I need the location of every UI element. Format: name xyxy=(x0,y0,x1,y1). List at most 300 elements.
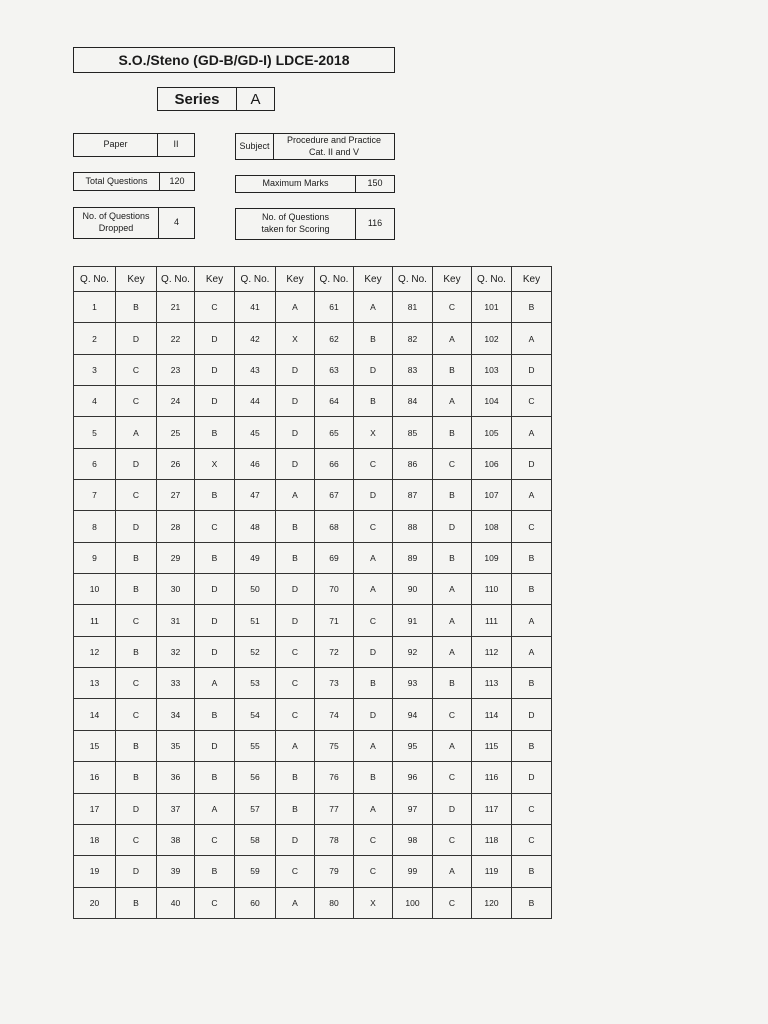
answer-key-cell: X xyxy=(276,323,315,354)
answer-key-cell: D xyxy=(354,480,393,511)
maximum-marks-box xyxy=(235,175,395,193)
question-number-cell: 62 xyxy=(315,323,354,354)
table-row xyxy=(74,292,552,323)
question-number-cell: 76 xyxy=(315,762,354,793)
questions-dropped-box xyxy=(73,207,195,239)
question-number-cell: 14 xyxy=(74,699,116,730)
subject-box xyxy=(235,133,395,160)
question-number-cell: 108 xyxy=(472,511,512,542)
answer-key-cell: B xyxy=(276,793,315,824)
question-number-cell: 74 xyxy=(315,699,354,730)
question-number-cell: 110 xyxy=(472,574,512,605)
question-number-cell: 82 xyxy=(393,323,433,354)
question-number-cell: 28 xyxy=(157,511,195,542)
answer-key-cell: C xyxy=(276,699,315,730)
paper-value: II xyxy=(157,134,194,156)
answer-key-cell: D xyxy=(354,636,393,667)
answer-key-cell: C xyxy=(433,887,472,918)
answer-key-cell: B xyxy=(354,762,393,793)
answer-key-cell: C xyxy=(512,793,552,824)
answer-key-cell: C xyxy=(195,824,235,855)
answer-key-cell: A xyxy=(433,574,472,605)
questions-scored-value: 116 xyxy=(355,209,394,239)
answer-key-cell: C xyxy=(354,824,393,855)
questions-scored-label xyxy=(236,209,355,239)
answer-key-cell: X xyxy=(195,448,235,479)
question-number-cell: 105 xyxy=(472,417,512,448)
question-number-cell: 85 xyxy=(393,417,433,448)
question-number-cell: 23 xyxy=(157,354,195,385)
answer-key-cell: B xyxy=(116,636,157,667)
question-number-cell: 17 xyxy=(74,793,116,824)
question-number-cell: 2 xyxy=(74,323,116,354)
question-number-cell: 80 xyxy=(315,887,354,918)
question-number-cell: 3 xyxy=(74,354,116,385)
answer-key-cell: D xyxy=(354,699,393,730)
answer-key-cell: B xyxy=(116,542,157,573)
answer-key-cell: A xyxy=(433,636,472,667)
question-number-cell: 45 xyxy=(235,417,276,448)
question-number-cell: 69 xyxy=(315,542,354,573)
total-questions-value: 120 xyxy=(159,173,194,190)
answer-key-cell: B xyxy=(116,730,157,761)
answer-key-cell: D xyxy=(195,354,235,385)
question-number-cell: 120 xyxy=(472,887,512,918)
question-number-cell: 6 xyxy=(74,448,116,479)
answer-key-cell: C xyxy=(433,699,472,730)
paper-box xyxy=(73,133,195,157)
question-number-cell: 97 xyxy=(393,793,433,824)
question-number-cell: 47 xyxy=(235,480,276,511)
answer-key-cell: A xyxy=(116,417,157,448)
answer-key-cell: B xyxy=(512,574,552,605)
answer-key-cell: A xyxy=(276,292,315,323)
question-number-cell: 103 xyxy=(472,354,512,385)
column-header-key: Key xyxy=(433,267,472,292)
answer-key-cell: D xyxy=(276,574,315,605)
question-number-cell: 5 xyxy=(74,417,116,448)
answer-key-cell: D xyxy=(433,793,472,824)
question-number-cell: 22 xyxy=(157,323,195,354)
answer-key-cell: B xyxy=(433,542,472,573)
table-body xyxy=(74,292,552,919)
question-number-cell: 92 xyxy=(393,636,433,667)
subject-value-line1: Procedure and Practice xyxy=(286,134,382,145)
answer-key-cell: C xyxy=(354,856,393,887)
answer-key-cell: D xyxy=(512,762,552,793)
question-number-cell: 13 xyxy=(74,668,116,699)
question-number-cell: 27 xyxy=(157,480,195,511)
question-number-cell: 101 xyxy=(472,292,512,323)
answer-key-cell: C xyxy=(276,668,315,699)
question-number-cell: 94 xyxy=(393,699,433,730)
answer-key-cell: D xyxy=(116,323,157,354)
question-number-cell: 73 xyxy=(315,668,354,699)
question-number-cell: 98 xyxy=(393,824,433,855)
question-number-cell: 107 xyxy=(472,480,512,511)
answer-key-cell: B xyxy=(512,730,552,761)
question-number-cell: 31 xyxy=(157,605,195,636)
question-number-cell: 84 xyxy=(393,386,433,417)
answer-key-cell: D xyxy=(116,856,157,887)
question-number-cell: 54 xyxy=(235,699,276,730)
question-number-cell: 40 xyxy=(157,887,195,918)
answer-key-cell: B xyxy=(512,542,552,573)
question-number-cell: 66 xyxy=(315,448,354,479)
question-number-cell: 96 xyxy=(393,762,433,793)
question-number-cell: 19 xyxy=(74,856,116,887)
question-number-cell: 91 xyxy=(393,605,433,636)
answer-key-cell: B xyxy=(276,762,315,793)
document-title: S.O./Steno (GD-B/GD-I) LDCE-2018 xyxy=(73,47,395,73)
table-header-row xyxy=(74,267,552,292)
question-number-cell: 60 xyxy=(235,887,276,918)
answer-key-cell: D xyxy=(195,605,235,636)
answer-key-cell: A xyxy=(195,668,235,699)
answer-key-cell: D xyxy=(116,511,157,542)
answer-key-cell: D xyxy=(195,323,235,354)
subject-value-line2: Cat. II and V xyxy=(308,146,360,157)
answer-key-cell: B xyxy=(433,668,472,699)
question-number-cell: 77 xyxy=(315,793,354,824)
series-value: A xyxy=(250,90,261,108)
answer-key-cell: A xyxy=(433,386,472,417)
question-number-cell: 70 xyxy=(315,574,354,605)
paper-label: Paper xyxy=(103,139,128,150)
answer-key-cell: A xyxy=(276,480,315,511)
answer-key-cell: D xyxy=(276,824,315,855)
question-number-cell: 67 xyxy=(315,480,354,511)
question-number-cell: 7 xyxy=(74,480,116,511)
question-number-cell: 42 xyxy=(235,323,276,354)
answer-key-cell: X xyxy=(354,887,393,918)
question-number-cell: 48 xyxy=(235,511,276,542)
answer-key-cell: C xyxy=(116,668,157,699)
answer-key-cell: A xyxy=(512,605,552,636)
table-row xyxy=(74,354,552,385)
answer-key-cell: C xyxy=(354,511,393,542)
column-header-key: Key xyxy=(512,267,552,292)
questions-dropped-label-line2: Dropped xyxy=(98,223,134,233)
question-number-cell: 118 xyxy=(472,824,512,855)
question-number-cell: 26 xyxy=(157,448,195,479)
answer-key-cell: C xyxy=(195,511,235,542)
answer-key-cell: B xyxy=(354,668,393,699)
question-number-cell: 65 xyxy=(315,417,354,448)
question-number-cell: 46 xyxy=(235,448,276,479)
answer-key-cell: D xyxy=(195,730,235,761)
table-row xyxy=(74,668,552,699)
questions-scored-label-line2: taken for Scoring xyxy=(261,224,330,234)
question-number-cell: 68 xyxy=(315,511,354,542)
question-number-cell: 34 xyxy=(157,699,195,730)
question-number-cell: 109 xyxy=(472,542,512,573)
question-number-cell: 100 xyxy=(393,887,433,918)
question-number-cell: 86 xyxy=(393,448,433,479)
column-header-key: Key xyxy=(276,267,315,292)
answer-key-cell: D xyxy=(276,605,315,636)
answer-key-cell: A xyxy=(512,636,552,667)
answer-key-cell: C xyxy=(433,762,472,793)
questions-scored-box xyxy=(235,208,395,240)
answer-key-cell: B xyxy=(354,386,393,417)
answer-key-cell: B xyxy=(276,542,315,573)
questions-dropped-label-line1: No. of Questions xyxy=(82,211,150,222)
question-number-cell: 106 xyxy=(472,448,512,479)
question-number-cell: 8 xyxy=(74,511,116,542)
answer-key-cell: A xyxy=(512,417,552,448)
series-label: Series xyxy=(158,88,237,110)
maximum-marks-label: Maximum Marks xyxy=(262,178,329,189)
answer-key-cell: B xyxy=(195,480,235,511)
question-number-cell: 58 xyxy=(235,824,276,855)
column-header-key: Key xyxy=(354,267,393,292)
table-row xyxy=(74,323,552,354)
question-number-cell: 1 xyxy=(74,292,116,323)
questions-dropped-value: 4 xyxy=(158,208,194,238)
answer-key-cell: A xyxy=(354,793,393,824)
answer-key-cell: C xyxy=(116,386,157,417)
answer-key-cell: C xyxy=(512,386,552,417)
question-number-cell: 44 xyxy=(235,386,276,417)
question-number-cell: 37 xyxy=(157,793,195,824)
answer-key-cell: D xyxy=(433,511,472,542)
answer-key-cell: C xyxy=(512,824,552,855)
question-number-cell: 71 xyxy=(315,605,354,636)
question-number-cell: 59 xyxy=(235,856,276,887)
table-row xyxy=(74,793,552,824)
questions-dropped-label xyxy=(74,208,158,238)
answer-key-cell: B xyxy=(116,574,157,605)
question-number-cell: 64 xyxy=(315,386,354,417)
answer-key-cell: B xyxy=(433,354,472,385)
question-number-cell: 81 xyxy=(393,292,433,323)
question-number-cell: 25 xyxy=(157,417,195,448)
answer-key-cell: D xyxy=(195,636,235,667)
question-number-cell: 63 xyxy=(315,354,354,385)
table-row xyxy=(74,574,552,605)
table-row xyxy=(74,730,552,761)
question-number-cell: 33 xyxy=(157,668,195,699)
question-number-cell: 79 xyxy=(315,856,354,887)
question-number-cell: 43 xyxy=(235,354,276,385)
answer-key-cell: C xyxy=(116,605,157,636)
questions-scored-label-line1: No. of Questions xyxy=(261,212,330,223)
question-number-cell: 95 xyxy=(393,730,433,761)
column-header-key: Key xyxy=(195,267,235,292)
question-number-cell: 51 xyxy=(235,605,276,636)
question-number-cell: 15 xyxy=(74,730,116,761)
question-number-cell: 29 xyxy=(157,542,195,573)
answer-key-cell: B xyxy=(512,887,552,918)
column-header-qno: Q. No. xyxy=(235,267,276,292)
table-row xyxy=(74,856,552,887)
question-number-cell: 115 xyxy=(472,730,512,761)
answer-key-cell: B xyxy=(433,417,472,448)
maximum-marks-value: 150 xyxy=(355,176,394,192)
answer-key-cell: C xyxy=(195,292,235,323)
question-number-cell: 32 xyxy=(157,636,195,667)
answer-key-cell: D xyxy=(276,448,315,479)
answer-key-cell: B xyxy=(276,511,315,542)
question-number-cell: 50 xyxy=(235,574,276,605)
column-header-qno: Q. No. xyxy=(157,267,195,292)
answer-key-cell: B xyxy=(512,292,552,323)
answer-key-cell: A xyxy=(433,605,472,636)
table-row xyxy=(74,762,552,793)
table-row xyxy=(74,605,552,636)
answer-key-cell: C xyxy=(354,448,393,479)
answer-key-cell: B xyxy=(116,292,157,323)
question-number-cell: 55 xyxy=(235,730,276,761)
column-header-qno: Q. No. xyxy=(472,267,512,292)
question-number-cell: 52 xyxy=(235,636,276,667)
answer-key-cell: B xyxy=(116,887,157,918)
table-row xyxy=(74,887,552,918)
table-row xyxy=(74,699,552,730)
answer-key-cell: B xyxy=(354,323,393,354)
answer-key-cell: C xyxy=(116,480,157,511)
series-box xyxy=(157,87,275,111)
question-number-cell: 20 xyxy=(74,887,116,918)
question-number-cell: 21 xyxy=(157,292,195,323)
answer-key-cell: B xyxy=(195,699,235,730)
answer-key-cell: D xyxy=(512,699,552,730)
answer-key-cell: B xyxy=(195,856,235,887)
answer-key-cell: X xyxy=(354,417,393,448)
question-number-cell: 41 xyxy=(235,292,276,323)
question-number-cell: 89 xyxy=(393,542,433,573)
answer-key-cell: D xyxy=(512,354,552,385)
answer-key-cell: A xyxy=(354,292,393,323)
question-number-cell: 104 xyxy=(472,386,512,417)
answer-key-cell: B xyxy=(195,542,235,573)
question-number-cell: 116 xyxy=(472,762,512,793)
question-number-cell: 18 xyxy=(74,824,116,855)
answer-key-cell: D xyxy=(116,448,157,479)
column-header-key: Key xyxy=(116,267,157,292)
question-number-cell: 39 xyxy=(157,856,195,887)
answer-key-cell: C xyxy=(433,292,472,323)
question-number-cell: 12 xyxy=(74,636,116,667)
answer-key-cell: B xyxy=(195,762,235,793)
question-number-cell: 9 xyxy=(74,542,116,573)
answer-key-cell: A xyxy=(195,793,235,824)
answer-key-cell: A xyxy=(276,730,315,761)
question-number-cell: 119 xyxy=(472,856,512,887)
answer-key-cell: C xyxy=(195,887,235,918)
answer-key-cell: A xyxy=(512,323,552,354)
table-row xyxy=(74,386,552,417)
total-questions-box xyxy=(73,172,195,191)
answer-key-cell: D xyxy=(195,574,235,605)
answer-key-cell: C xyxy=(116,699,157,730)
question-number-cell: 113 xyxy=(472,668,512,699)
question-number-cell: 102 xyxy=(472,323,512,354)
answer-key-cell: A xyxy=(354,730,393,761)
question-number-cell: 49 xyxy=(235,542,276,573)
answer-key-table xyxy=(73,266,552,919)
total-questions-label: Total Questions xyxy=(85,175,148,186)
question-number-cell: 114 xyxy=(472,699,512,730)
answer-key-cell: B xyxy=(512,856,552,887)
answer-key-cell: D xyxy=(512,448,552,479)
question-number-cell: 117 xyxy=(472,793,512,824)
answer-key-cell: C xyxy=(512,511,552,542)
subject-label: Subject xyxy=(239,140,270,151)
question-number-cell: 24 xyxy=(157,386,195,417)
question-number-cell: 53 xyxy=(235,668,276,699)
answer-key-cell: C xyxy=(433,448,472,479)
question-number-cell: 35 xyxy=(157,730,195,761)
answer-key-cell: A xyxy=(354,542,393,573)
answer-key-cell: B xyxy=(195,417,235,448)
answer-key-cell: D xyxy=(354,354,393,385)
answer-key-cell: C xyxy=(354,605,393,636)
question-number-cell: 16 xyxy=(74,762,116,793)
question-number-cell: 112 xyxy=(472,636,512,667)
question-number-cell: 57 xyxy=(235,793,276,824)
answer-key-cell: D xyxy=(276,386,315,417)
question-number-cell: 36 xyxy=(157,762,195,793)
answer-key-cell: D xyxy=(116,793,157,824)
answer-key-cell: A xyxy=(433,730,472,761)
question-number-cell: 93 xyxy=(393,668,433,699)
question-number-cell: 90 xyxy=(393,574,433,605)
table-row xyxy=(74,824,552,855)
column-header-qno: Q. No. xyxy=(74,267,116,292)
table-row xyxy=(74,511,552,542)
question-number-cell: 111 xyxy=(472,605,512,636)
table-row xyxy=(74,542,552,573)
answer-key-cell: C xyxy=(276,636,315,667)
answer-key-cell: C xyxy=(116,354,157,385)
answer-key-cell: A xyxy=(276,887,315,918)
question-number-cell: 88 xyxy=(393,511,433,542)
column-header-qno: Q. No. xyxy=(315,267,354,292)
answer-key-cell: A xyxy=(512,480,552,511)
question-number-cell: 87 xyxy=(393,480,433,511)
question-number-cell: 78 xyxy=(315,824,354,855)
answer-key-cell: C xyxy=(433,824,472,855)
answer-key-cell: A xyxy=(433,856,472,887)
question-number-cell: 4 xyxy=(74,386,116,417)
answer-key-cell: A xyxy=(433,323,472,354)
answer-key-cell: D xyxy=(276,417,315,448)
subject-value xyxy=(273,134,394,159)
answer-key-cell: A xyxy=(354,574,393,605)
question-number-cell: 75 xyxy=(315,730,354,761)
question-number-cell: 61 xyxy=(315,292,354,323)
answer-key-cell: C xyxy=(276,856,315,887)
question-number-cell: 11 xyxy=(74,605,116,636)
question-number-cell: 10 xyxy=(74,574,116,605)
answer-key-cell: D xyxy=(276,354,315,385)
column-header-qno: Q. No. xyxy=(393,267,433,292)
answer-key-cell: D xyxy=(195,386,235,417)
question-number-cell: 38 xyxy=(157,824,195,855)
table-row xyxy=(74,448,552,479)
question-number-cell: 56 xyxy=(235,762,276,793)
table-row xyxy=(74,636,552,667)
answer-key-cell: C xyxy=(116,824,157,855)
question-number-cell: 72 xyxy=(315,636,354,667)
answer-key-cell: B xyxy=(116,762,157,793)
question-number-cell: 99 xyxy=(393,856,433,887)
answer-key-cell: B xyxy=(433,480,472,511)
question-number-cell: 83 xyxy=(393,354,433,385)
table-row xyxy=(74,417,552,448)
